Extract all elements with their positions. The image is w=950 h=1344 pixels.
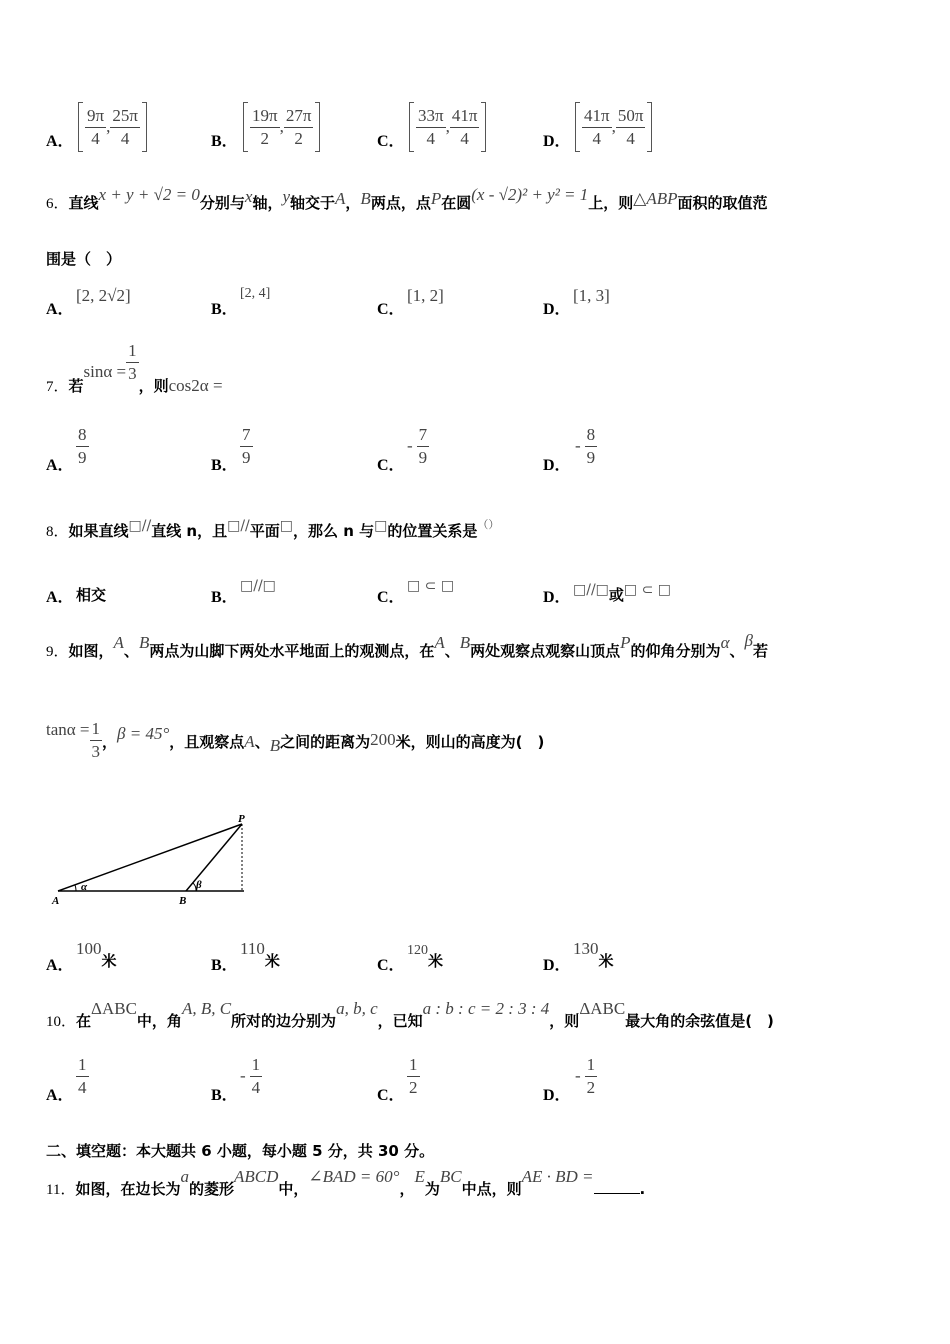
interval: $\frac{9\pi}{4}$ , $\frac{25\pi}{4}$: [78, 102, 147, 152]
q5-option-b: [211, 102, 312, 152]
option-label: A．: [46, 133, 74, 150]
q11-stem: 11．如图，在边长为a的菱形ABCD中，∠BAD = 60°，E为BC中点，则AE · BD =.: [46, 1167, 646, 1198]
option-label: B．: [211, 133, 238, 150]
label-alpha: α: [81, 881, 88, 893]
q8-options: A． 相交 B． □//□ C． □ ⊂ □ D． □//□或□ ⊂ □: [46, 578, 671, 606]
label-a: A: [52, 895, 60, 907]
q10-options: A． $\frac{1}{4}$ B． - $\frac{1}{4}$ C． $\frac{1}{2}$ D． - $\frac{1}{2}$: [46, 1055, 596, 1104]
q7-options: A． $\frac{8}{9}$ B． $\frac{7}{9}$ C． - $\frac{7}{9}$ D． - $\frac{8}{9}$: [46, 425, 596, 474]
label-b: B: [179, 895, 187, 907]
q5-option-c: [377, 102, 478, 152]
q5-option-d: [543, 102, 644, 152]
interval: $\frac{41\pi}{4}$ , $\frac{50\pi}{4}$: [575, 102, 652, 152]
option-label: C．: [377, 133, 405, 150]
q5-option-a: [46, 102, 138, 152]
q6-options: A． [2, 2√2] B． [2, 4] C． [1, 2] D． [1, 3]: [46, 286, 610, 318]
label-beta: β: [196, 879, 202, 891]
angle-alpha-arc: [75, 885, 76, 891]
q9-options: A． 100米 B． 110米 C． 120米 D． 130米: [46, 939, 614, 974]
q6-stem-line2: 围是（ ）: [46, 250, 122, 268]
q9-figure: [40, 810, 260, 910]
q8-stem: 8．如果直线□//直线 n，且□//平面□，那么 n 与□的位置关系是（）: [46, 518, 500, 540]
q6-stem: 6．直线x + y + √2 = 0分别与x轴，y轴交于A，B两点，点P在圆(x - √2)² + y² = 1上，则△ABP面积的取值范: [46, 185, 768, 212]
q9-stem-line2: tanα = $\frac{1}{3}$ ，β = 45°，且观察点A、B之间的距离为200米，则山的高度为( ): [46, 719, 545, 761]
q9-stem: 9．如图，A、B两点为山脚下两处水平地面上的观测点，在A、B两处观察点观察山顶点P的仰角分别为α、β若: [46, 631, 768, 660]
q10-stem: 10．在ΔABC中，角A, B, C所对的边分别为a, b, c，已知a : b : c = 2 : 3 : 4，则ΔABC最大角的余弦值是( ): [46, 999, 774, 1030]
label-p: P: [238, 813, 245, 825]
option-label: D．: [543, 133, 571, 150]
answer-blank[interactable]: [594, 1179, 640, 1194]
interval: $\frac{19\pi}{2}$ , $\frac{27\pi}{2}$: [243, 102, 320, 152]
q7-stem: 7．若sinα = $\frac{1}{3}$ ，则cos2α =: [46, 341, 223, 395]
section-heading: 二、填空题：本大题共 6 小题，每小题 5 分，共 30 分。: [46, 1142, 435, 1160]
interval: $\frac{33\pi}{4}$ , $\frac{41\pi}{4}$: [409, 102, 486, 152]
